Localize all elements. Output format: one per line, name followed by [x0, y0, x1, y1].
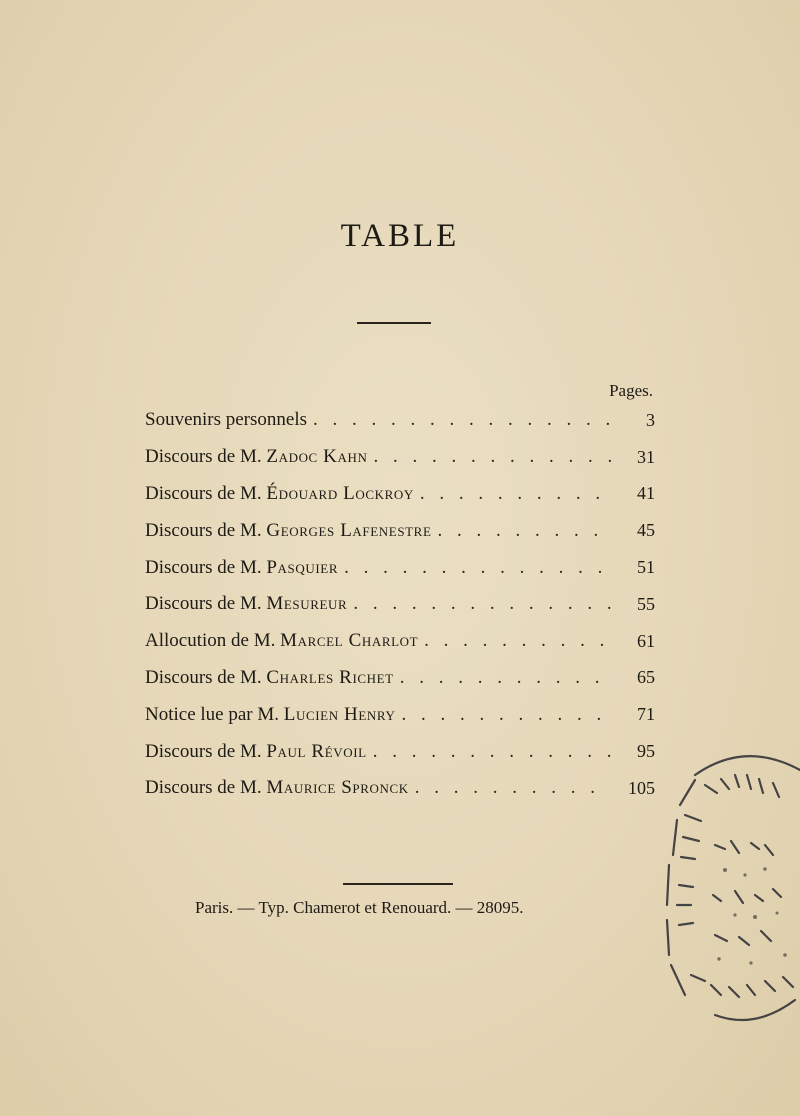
toc-page-number: 65 — [637, 667, 655, 688]
toc-page-number: 3 — [646, 409, 655, 430]
table-of-contents — [145, 402, 655, 807]
toc-entry-name: Paul Révoil — [266, 740, 367, 762]
pages-column-label: Pages. — [609, 381, 653, 400]
toc-entry — [145, 402, 655, 439]
toc-entry-name: Lucien Henry — [283, 703, 396, 725]
dot-leader — [353, 593, 611, 615]
toc-entry — [145, 770, 655, 807]
dot-leader — [424, 630, 611, 652]
dot-leader — [401, 704, 611, 726]
toc-page-number: 41 — [637, 483, 655, 504]
toc-entry-prefix: Discours de M. — [145, 777, 267, 799]
dot-leader — [373, 741, 611, 763]
toc-page-number: 31 — [637, 446, 655, 467]
toc-entry-name: Mesureur — [266, 593, 348, 615]
toc-page-number: 45 — [637, 520, 655, 541]
toc-entry — [145, 586, 655, 623]
toc-page-number: 71 — [637, 704, 655, 725]
toc-page-number: 55 — [637, 593, 655, 614]
toc-entry-prefix: Discours de M. — [145, 482, 267, 504]
toc-entry-prefix: Discours de M. — [145, 593, 267, 615]
dot-leader — [420, 483, 611, 505]
toc-page-number: 95 — [637, 741, 655, 762]
dot-leader — [373, 446, 611, 468]
toc-entry — [145, 439, 655, 476]
page-title: TABLE — [340, 218, 460, 254]
toc-entry-name: Édouard Lockroy — [266, 482, 414, 504]
toc-page-number: 61 — [637, 630, 655, 651]
toc-entry-name: Charles Richet — [266, 666, 394, 688]
printer-imprint: Paris. — Typ. Chamerot et Renouard. — 28095. — [195, 898, 524, 917]
toc-entry-prefix: Discours de M. — [145, 666, 267, 688]
imprint-divider — [343, 883, 453, 885]
toc-entry-name: Marcel Charlot — [280, 630, 419, 652]
toc-entry-prefix: Souvenirs personnels — [145, 409, 308, 431]
toc-entry — [145, 660, 655, 697]
toc-entry — [145, 476, 655, 513]
toc-page-number: 105 — [628, 777, 655, 798]
toc-entry — [145, 623, 655, 660]
toc-entry-name: Georges Lafenestre — [266, 519, 432, 541]
dot-leader — [415, 777, 611, 799]
toc-entry — [145, 696, 655, 733]
toc-page-number: 51 — [637, 557, 655, 578]
dot-leader — [400, 667, 611, 689]
title-divider — [357, 322, 431, 324]
dot-leader — [438, 520, 612, 542]
dot-leader — [344, 557, 611, 579]
toc-entry-prefix: Discours de M. — [145, 446, 267, 468]
toc-entry-prefix: Discours de M. — [145, 519, 267, 541]
toc-entry-prefix: Allocution de M. — [145, 630, 281, 652]
toc-entry-prefix: Notice lue par M. — [145, 703, 284, 725]
library-stamp-icon — [655, 745, 800, 1025]
toc-entry — [145, 733, 655, 770]
toc-entry-name: Zadoc Kahn — [266, 446, 368, 468]
toc-entry-prefix: Discours de M. — [145, 740, 267, 762]
toc-entry-prefix: Discours de M. — [145, 556, 267, 578]
dot-leader — [313, 409, 611, 431]
toc-entry-name: Pasquier — [266, 556, 339, 578]
toc-entry — [145, 512, 655, 549]
toc-entry — [145, 549, 655, 586]
toc-entry-name: Maurice Spronck — [266, 777, 409, 799]
